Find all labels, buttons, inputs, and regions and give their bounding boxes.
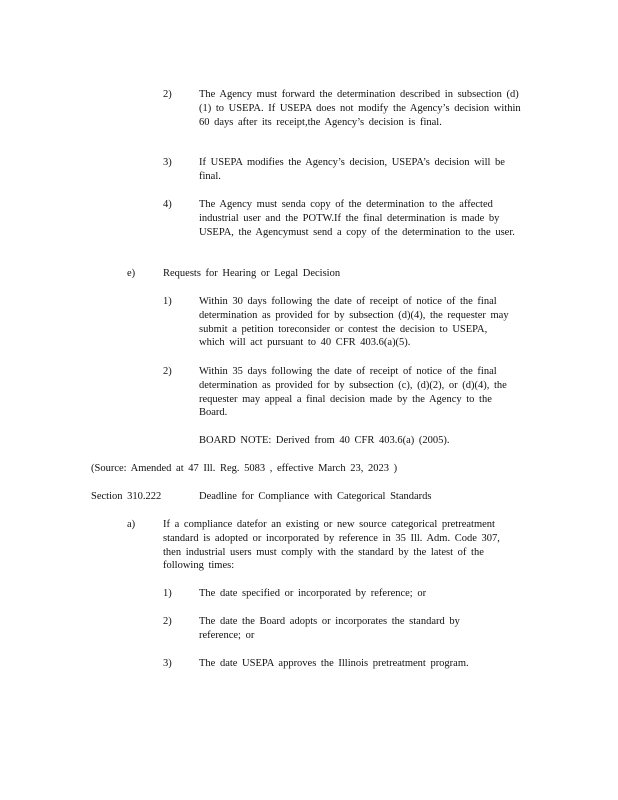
source-note: (Source: Amended at 47 Ill. Reg. 5083 , effective March 23, 2023 ) — [91, 463, 398, 474]
paragraph-e2: Within 35 days following the date of receipt of notice of the final determination as provided for by subsection (c), (d)(2), or (d)(4), the requester may appeal a final decision made by the Agency to the Board. — [199, 366, 507, 419]
paragraph-a3: The date USEPA approves the Illinois pretreatment program. — [199, 658, 469, 669]
paragraph-d3: If USEPA modifies the Agency’s decision, USEPA’s decision will be final. — [199, 157, 505, 182]
paragraph-a2: The date the Board adopts or incorporates the standard by reference; or — [199, 616, 460, 641]
paragraph-a: If a compliance datefor an existing or new source categorical pretreatment standard is adopted or incorporated by reference in 35 Ill. Adm. Code 307, then industrial users must comply with the standard by the latest of the following times: — [163, 519, 500, 572]
subsection-marker: a) — [127, 519, 136, 530]
item-marker: 2) — [163, 616, 172, 627]
board-note: BOARD NOTE: Derived from 40 CFR 403.6(a) (2005). — [199, 435, 450, 446]
item-marker: 3) — [163, 658, 172, 669]
section-title: Deadline for Compliance with Categorical Standards — [199, 491, 432, 502]
item-marker: 2) — [163, 89, 172, 100]
item-marker: 4) — [163, 199, 172, 210]
item-marker: 1) — [163, 588, 172, 599]
paragraph-e1: Within 30 days following the date of receipt of notice of the final determination as provided for by subsection (d)(4), the requester may submit a petition toreconsider or contest the decision to USEPA, which will act pursuant to 40 CFR 403.6(a)(5). — [199, 296, 509, 349]
section-number: Section 310.222 — [91, 491, 162, 502]
paragraph-a1: The date specified or incorporated by reference; or — [199, 588, 427, 599]
item-marker: 3) — [163, 157, 172, 168]
subsection-marker: e) — [127, 268, 136, 279]
paragraph-d4: The Agency must senda copy of the determination to the affected industrial user and the POTW.If the final determination is made by USEPA, the Agencymust send a copy of the determination to the user. — [199, 199, 515, 238]
paragraph-d2: The Agency must forward the determination described in subsection (d)(1) to USEPA. If USEPA does not modify the Agency’s decision within 60 days after its receipt,the Agency’s decision is final. — [199, 89, 521, 128]
item-marker: 2) — [163, 366, 172, 377]
subsection-heading: Requests for Hearing or Legal Decision — [163, 268, 341, 279]
item-marker: 1) — [163, 296, 172, 307]
